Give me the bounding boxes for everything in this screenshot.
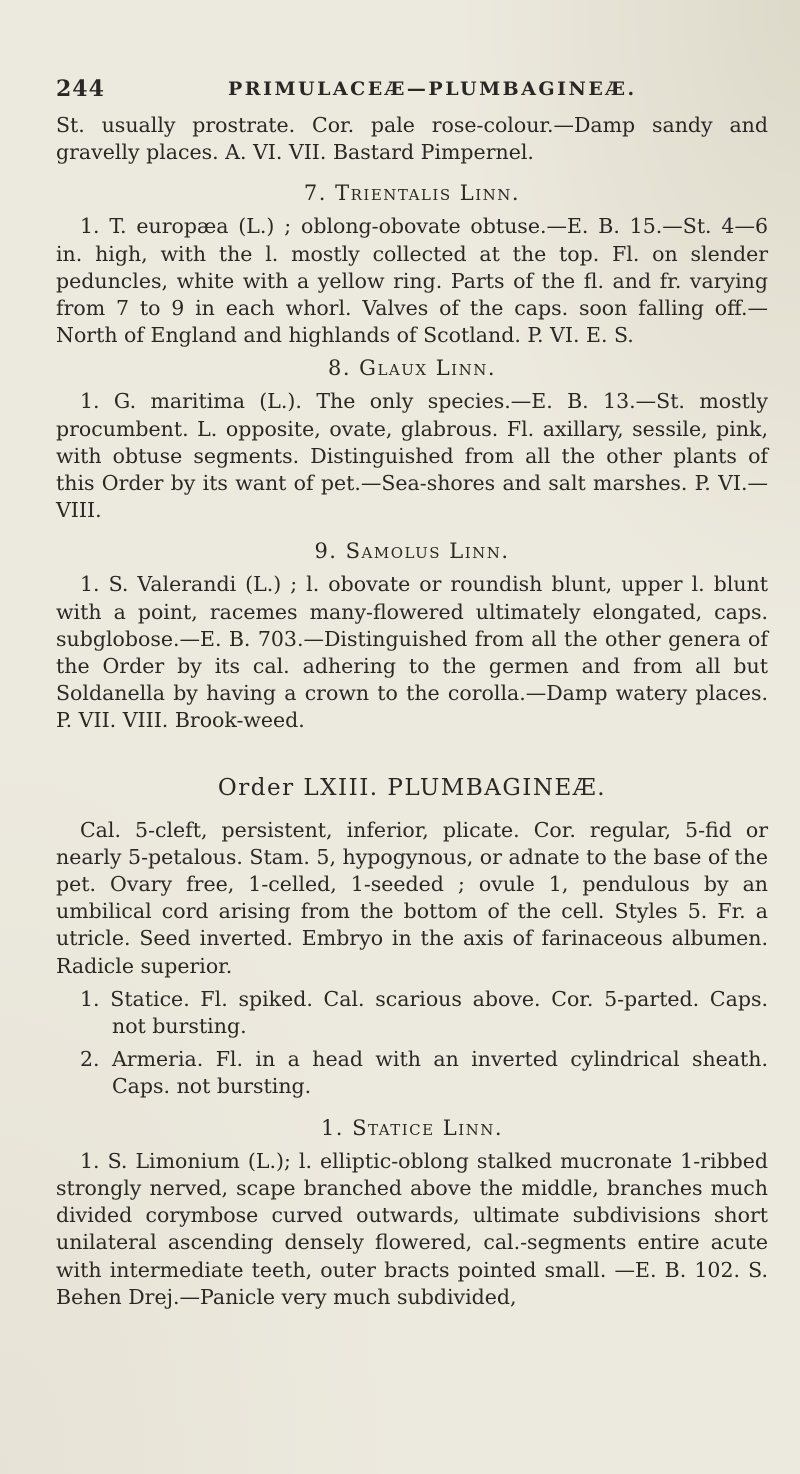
running-head: PRIMULACEÆ—PLUMBAGINEÆ. (228, 78, 637, 100)
genus-heading-statice: 1. Statice Linn. (320, 1115, 504, 1140)
species-glaux-maritima: 1. G. maritima (L.). The only species.—E. B. 13.—St. mostly procumbent. L. opposite, ovate, glabrous. Fl. axillary, sessile, pink, with obtuse segments. Distinguished from all the other plants of this Order by its want of pet.—Sea-shores and salt marshes. P. VI.—VIII. (56, 389, 768, 523)
page-number: 244 (56, 76, 105, 102)
key-item-armeria: 2. Armeria. Fl. in a head with an inverted cylindrical sheath. Caps. not bursting. (80, 1047, 768, 1099)
book-page (56, 30, 768, 1450)
species-trientalis-europaea: 1. T. europæa (L.) ; oblong-obovate obtuse.—E. B. 15.—St. 4—6 in. high, with the l. mostly collected at the top. Fl. on slender peduncles, white with a yellow ring. Parts of the fl. and fr. varying from 7 to 9 in each whorl. Valves of the caps. soon falling off.—North of England and highlands of Scotland. P. VI. E. S. (56, 214, 768, 348)
page-body (56, 112, 768, 1311)
order-description: Cal. 5-cleft, persistent, inferior, plicate. Cor. regular, 5-fid or nearly 5-petalous. Stam. 5, hypogynous, or adnate to the base of the pet. Ovary free, 1-celled, 1-seeded ; ovule 1, pendulous by an umbilical cord arising from the bottom of the cell. Styles 5. Fr. a utricle. Seed inverted. Embryo in the axis of farinaceous albumen. Radicle superior. (56, 817, 768, 978)
key-item-statice: 1. Statice. Fl. spiked. Cal. scarious above. Cor. 5-parted. Caps. not bursting. (80, 986, 768, 1039)
genus-heading-glaux: 8. Glaux Linn. (327, 356, 497, 381)
paragraph-intro: St. usually prostrate. Cor. pale rose-colour.—Damp sandy and gravelly places. A. VI. VII. Bastard Pimpernel. (56, 113, 768, 165)
species-samolus-valerandi: 1. S. Valerandi (L.) ; l. obovate or roundish blunt, upper l. blunt with a point, racemes many-flowered ultimately elongated, caps. subglobose.—E. B. 703.—Distinguished from all the other genera of the Order by its cal. adhering to the germen and from all but Soldanella by having a crown to the corolla.—Damp watery places. P. VII. VIII. Brook-weed. (56, 572, 768, 733)
order-heading-plumbagineae: Order LXIII. PLUMBAGINEÆ. (217, 774, 607, 801)
genus-heading-samolus: 9. Samolus Linn. (314, 539, 510, 564)
genus-heading-trientalis: 7. Trientalis Linn. (303, 181, 521, 206)
species-statice-limonium: 1. S. Limonium (L.); l. elliptic-oblong stalked mucronate 1-ribbed strongly nerved, scape branched above the middle, branches much divided corymbose curved outwards, ultimate subdivisions short unilateral ascending densely flowered, cal.-segments entire acute with intermediate teeth, outer bracts pointed small. —E. B. 102. S. Behen Drej.—Panicle very much subdivided, (56, 1148, 768, 1309)
